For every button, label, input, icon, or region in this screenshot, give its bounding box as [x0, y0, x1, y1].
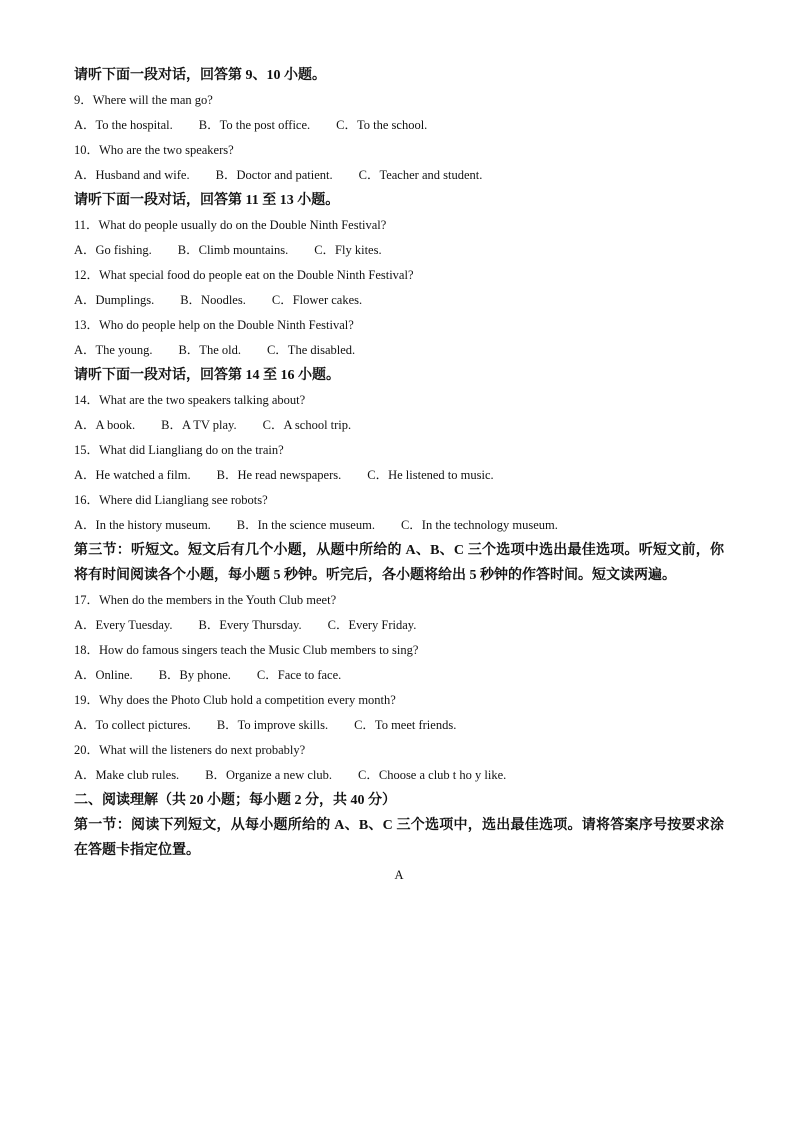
exam-content: [74, 63, 724, 888]
instruction-paragraph: 第一节：阅读下列短文，从每小题所给的 A、B、C 三个选项中，选出最佳选项。请将答案序号按要求涂在答题卡指定位置。: [74, 818, 724, 858]
answer-option: C．Face to face.: [256, 668, 342, 682]
section-heading: 二、阅读理解（共 20 小题；每小题 2 分，共 40 分）: [74, 793, 396, 808]
answer-option: C．Teacher and student.: [358, 168, 483, 182]
question-text: 16．Where did Liangliang see robots?: [74, 493, 268, 507]
answer-option: A．To collect pictures.: [74, 718, 191, 732]
answer-options: [74, 463, 724, 488]
question-text: 17．When do the members in the Youth Club meet?: [74, 593, 337, 607]
answer-options: [74, 513, 724, 538]
question-text: 10．Who are the two speakers?: [74, 143, 234, 157]
question-text: 20．What will the listeners do next probably?: [74, 743, 306, 757]
answer-option: C．He listened to music.: [367, 468, 494, 482]
answer-option: A．Husband and wife.: [74, 168, 190, 182]
instruction-paragraph: 第三节：听短文。短文后有几个小题，从题中所给的 A、B、C 三个选项中选出最佳选项。听短文前，你将有时间阅读各个小题，每小题 5 秒钟。听完后，各小题将给出 5 秒钟的作答时间。短文读两遍。: [74, 543, 724, 583]
question-text: 19．Why does the Photo Club hold a competition every month?: [74, 693, 396, 707]
answer-options: [74, 338, 724, 363]
answer-option: B．Noodles.: [180, 293, 246, 307]
answer-options: [74, 413, 724, 438]
answer-option: B．To the post office.: [198, 118, 311, 132]
answer-option: B．He read newspapers.: [216, 468, 342, 482]
answer-options: [74, 713, 724, 738]
answer-option: C．Every Friday.: [327, 618, 417, 632]
answer-options: [74, 163, 724, 188]
answer-option: C．Flower cakes.: [271, 293, 363, 307]
answer-option: B．By phone.: [158, 668, 231, 682]
answer-option: A．A book.: [74, 418, 136, 432]
answer-option: A．Make club rules.: [74, 768, 180, 782]
answer-options: [74, 763, 724, 788]
answer-option: B．In the science museum.: [236, 518, 375, 532]
answer-option: B．Organize a new club.: [205, 768, 333, 782]
question-text: 13．Who do people help on the Double Ninth Festival?: [74, 318, 354, 332]
answer-option: B．Doctor and patient.: [215, 168, 333, 182]
answer-option: A．He watched a film.: [74, 468, 191, 482]
answer-option: A．Online.: [74, 668, 133, 682]
answer-option: A．To the hospital.: [74, 118, 173, 132]
answer-option: C．To meet friends.: [354, 718, 457, 732]
answer-option: A．Every Tuesday.: [74, 618, 173, 632]
answer-option: A．In the history museum.: [74, 518, 211, 532]
question-text: 14．What are the two speakers talking about?: [74, 393, 306, 407]
answer-options: [74, 238, 724, 263]
answer-option: B．Every Thursday.: [198, 618, 302, 632]
question-text: 9．Where will the man go?: [74, 93, 213, 107]
answer-option: C．Fly kites.: [314, 243, 382, 257]
answer-option: A．The young.: [74, 343, 153, 357]
answer-options: [74, 663, 724, 688]
answer-option: C．In the technology museum.: [400, 518, 558, 532]
section-heading: 请听下面一段对话，回答第 14 至 16 小题。: [74, 368, 340, 383]
section-heading: 请听下面一段对话，回答第 11 至 13 小题。: [74, 193, 340, 208]
answer-options: [74, 288, 724, 313]
answer-options: [74, 113, 724, 138]
question-text: 12．What special food do people eat on the Double Ninth Festival?: [74, 268, 414, 282]
passage-label: A: [394, 868, 404, 882]
answer-option: C．To the school.: [336, 118, 428, 132]
answer-option: C．The disabled.: [266, 343, 356, 357]
answer-option: C．A school trip.: [262, 418, 352, 432]
answer-option: B．Climb mountains.: [177, 243, 289, 257]
answer-option: C．Choose a club t ho y like.: [358, 768, 507, 782]
answer-option: B．The old.: [178, 343, 241, 357]
answer-option: B．A TV play.: [161, 418, 237, 432]
answer-option: A．Go fishing.: [74, 243, 152, 257]
answer-option: B．To improve skills.: [216, 718, 329, 732]
answer-options: [74, 613, 724, 638]
answer-option: A．Dumplings.: [74, 293, 155, 307]
question-text: 15．What did Liangliang do on the train?: [74, 443, 284, 457]
question-text: 18．How do famous singers teach the Music Club members to sing?: [74, 643, 419, 657]
question-text: 11．What do people usually do on the Double Ninth Festival?: [74, 218, 387, 232]
section-heading: 请听下面一段对话，回答第 9、10 小题。: [74, 68, 326, 83]
